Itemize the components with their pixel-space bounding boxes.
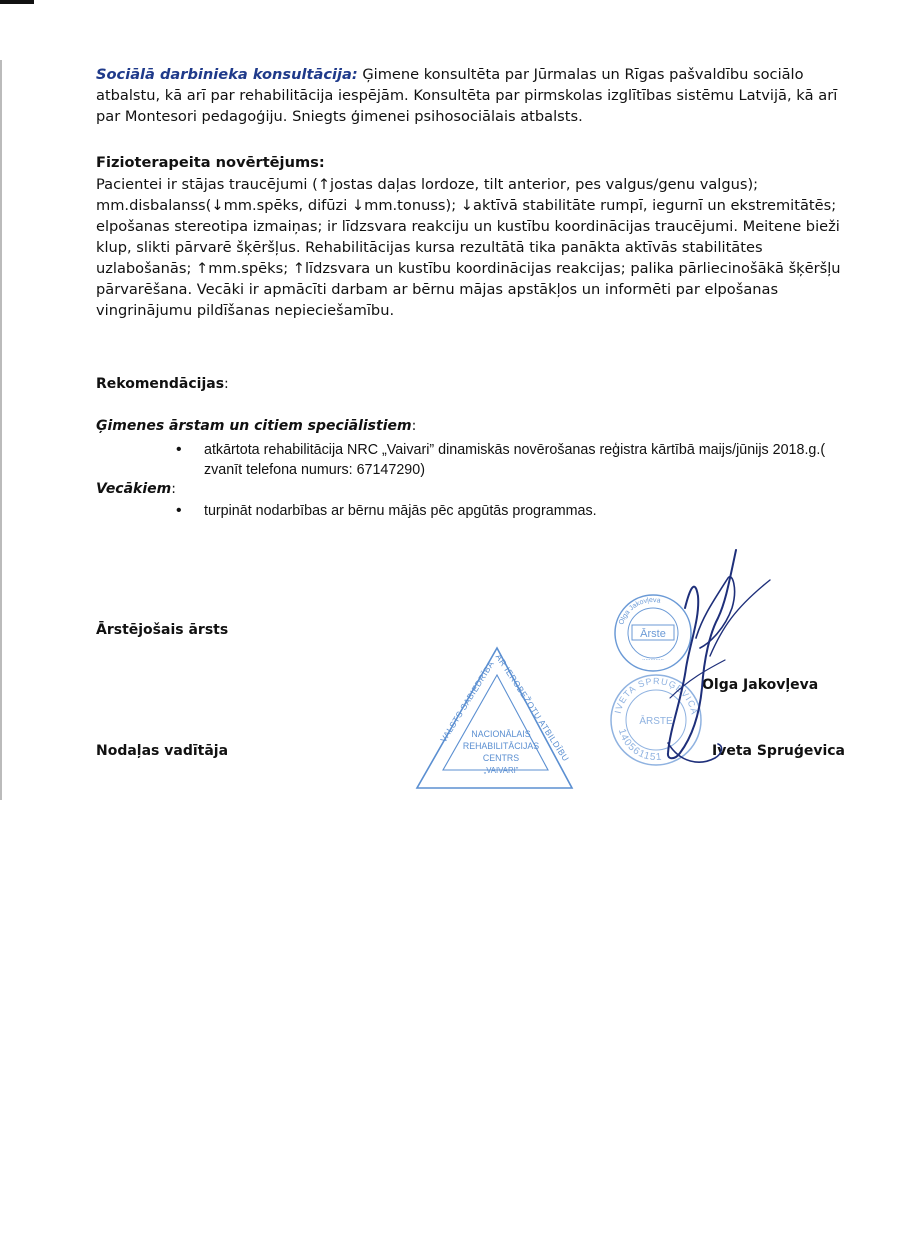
scan-margin-line <box>0 60 2 800</box>
recommendations-heading-text: Rekomendācijas <box>96 376 225 392</box>
doctor-name: Olga Jakovļeva <box>702 677 819 693</box>
stamp-round1-top: Olga Jakovļeva <box>618 596 662 626</box>
social-worker-text: Ģimene konsultēta par Jūrmalas un Rīgas pašvaldību sociālo atbalstu, kā arī par rehabilitācija iespējām. Konsultēta par pirmskolas izglītības sistēmu Latvijā, kā arī par Montesori pedagoģiju. Sniegts ģimenei psihosociālais atbalsts. <box>96 66 838 125</box>
doctors-label <box>96 416 416 436</box>
stamp-round2-number: 140561151 <box>615 727 663 764</box>
doctors-colon: : <box>411 418 417 434</box>
parents-label <box>96 479 176 499</box>
scan-corner-mark <box>0 0 34 4</box>
doctors-label-text: Ģimenes ārstam un citiem speciālistiem <box>96 418 412 434</box>
stamp-triangle <box>415 645 575 790</box>
stamp-round2-top: IVETA SPRUĢEVICA <box>612 675 700 717</box>
stamp-triangle-line4: „VAIVARI” <box>483 766 519 775</box>
recommendations-heading <box>96 374 229 394</box>
stamp-round2-center: ĀRSTE <box>639 716 673 727</box>
svg-text:.............: ............. <box>642 656 664 662</box>
parents-list <box>176 501 836 521</box>
social-worker-lead: Sociālā darbinieka konsultācija: <box>96 66 358 83</box>
stamp-triangle-line3: CENTRS <box>482 753 520 763</box>
parents-colon: : <box>171 481 176 497</box>
head-name: Iveta Spruģevica <box>712 743 846 759</box>
head-label: Nodaļas vadītāja <box>96 743 229 759</box>
signature <box>640 548 780 768</box>
list-item: • atkārtota rehabilitācija NRC „Vaivari” dinamiskās novērošanas reģistra kārtībā maijs/jūnijs 2018.g.( zvanīt telefona numurs: 67147290) <box>176 440 836 480</box>
list-item: • turpināt nodarbības ar bērnu mājās pēc apgūtās programmas. <box>176 501 836 521</box>
stamp-triangle-outer-text: VALSTS SABIEDRĪBA AR IEROBEŽOTU ATBILDĪBU <box>438 652 572 764</box>
social-worker-paragraph <box>96 64 856 127</box>
stamp-round1-center: Ārste <box>640 628 666 640</box>
physio-heading: Fizioterapeita novērtējums: <box>96 154 325 171</box>
doctor-label: Ārstējošais ārsts <box>96 622 229 638</box>
parents-label-text: Vecākiem <box>96 481 172 497</box>
doctors-list <box>176 440 836 480</box>
stamp-triangle-line2: REHABILITĀCIJAS <box>462 741 540 751</box>
physio-text: Pacientei ir stājas traucējumi (↑jostas daļas lordoze, tilt anterior, pes valgus/genu valgus); mm.disbalanss(↓mm.spēks, difūzi ↓mm.tonuss); ↓aktīvā stabilitāte rumpī, iegurnī un ekstremitātēs; elpošanas stereotipa izmaiņas; ir līdzsvara reakciju un kustību koordinācijas traucējumi. Meitene bieži klup, slikti pārvarē šķēršļus. Rehabilitācijas kursa rezultātā tika panākta aktīvās stabilitātes uzlabošanās; ↑mm.spēks; ↑līdzsvara un kustību koordinācijas reakcijas; palika pārliecinošākā šķēršļu pārvarēšana. Vecāki ir apmācīti darbam ar bērnu mājas apstākļos un informēti par elpošanas vingrinājumu pildīšanas nepieciešamību. <box>96 176 841 319</box>
recommendations-colon: : <box>224 376 229 392</box>
stamp-triangle-line1: NACIONĀLAIS <box>471 729 531 739</box>
